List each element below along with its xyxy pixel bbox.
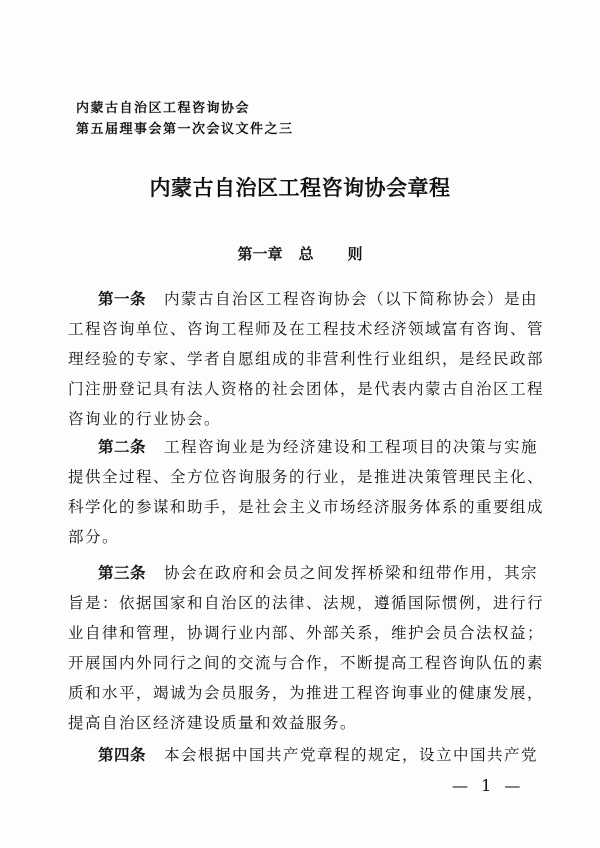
document-title: 内蒙古自治区工程咨询协会章程 (149, 175, 451, 200)
chapter-number: 第一章 (237, 245, 283, 263)
article-3-label: 第三条 (98, 564, 147, 582)
article-1-line-2: 工程咨询单位、咨询工程师及在工程技术经济领域富有咨询、管 (68, 320, 545, 338)
article-4-text-1: 本会根据中国共产党章程的规定，设立中国共产党 (164, 746, 539, 764)
article-3-line-1 (98, 558, 538, 588)
article-3-line-4: 开展国内外同行之间的交流与合作，不断提高工程咨询队伍的素 (68, 654, 545, 672)
article-1-text-1: 内蒙古自治区工程咨询协会（以下简称协会）是由 (164, 290, 539, 308)
article-1-line-1 (98, 284, 538, 314)
article-1-line-5: 咨询业的行业协会。 (68, 410, 222, 428)
article-1-label: 第一条 (98, 290, 147, 308)
article-2-line-4: 部分。 (68, 528, 120, 546)
article-2-label: 第二条 (98, 438, 147, 456)
article-3-line-6: 提高自治区经济建设质量和效益服务。 (68, 714, 358, 732)
article-1-line-3: 理经验的专家、学者自愿组成的非营利性行业组织，是经民政部 (68, 350, 545, 368)
chapter-name-part1: 总 (298, 245, 314, 263)
header-organization: 内蒙古自治区工程咨询协会 (76, 101, 251, 116)
page-number: — 1 — (452, 776, 525, 795)
article-3-text-1: 协会在政府和会员之间发挥桥梁和纽带作用，其宗 (164, 564, 539, 582)
article-2-line-1 (98, 432, 538, 462)
chapter-name-part2: 则 (347, 245, 363, 263)
article-1-line-4: 门注册登记具有法人资格的社会团体，是代表内蒙古自治区工程 (68, 380, 545, 398)
article-2-line-2: 提供全过程、全方位咨询服务的行业，是推进决策管理民主化、 (68, 468, 545, 486)
article-4-line-1 (98, 740, 538, 770)
article-3-line-2: 旨是：依据国家和自治区的法律、法规，遵循国际惯例，进行行 (68, 594, 545, 612)
chapter-heading (0, 243, 600, 264)
article-2-text-1: 工程咨询业是为经济建设和工程项目的决策与实施 (164, 438, 539, 456)
document-header (76, 98, 294, 140)
article-4-label: 第四条 (98, 746, 147, 764)
article-3-line-5: 质和水平，竭诚为会员服务，为推进工程咨询事业的健康发展， (68, 684, 545, 702)
header-document-ref: 第五届理事会第一次会议文件之三 (76, 122, 294, 137)
article-3-line-3: 业自律和管理，协调行业内部、外部关系，维护会员合法权益； (68, 624, 545, 642)
article-2-line-3: 科学化的参谋和助手，是社会主义市场经济服务体系的重要组成 (68, 498, 545, 516)
